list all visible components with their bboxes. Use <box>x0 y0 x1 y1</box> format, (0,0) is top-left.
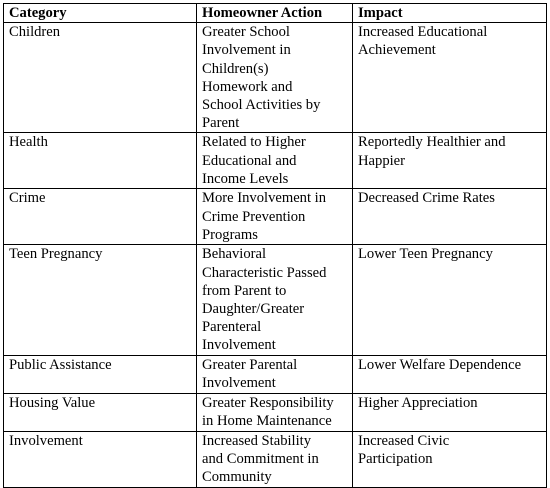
table-row <box>4 189 547 245</box>
impact-cell <box>353 393 547 431</box>
impact-line: Reportedly Healthier and <box>358 134 506 151</box>
impact-line: Participation <box>358 450 433 467</box>
table-row <box>4 245 547 355</box>
homeownership-impact-table <box>3 3 547 488</box>
impact-line: Increased Educational <box>358 24 488 41</box>
impact-cell <box>353 355 547 393</box>
action-line: Involvement in <box>202 42 291 59</box>
category-cell: Crime <box>4 189 197 245</box>
action-cell <box>197 189 353 245</box>
table-row <box>4 355 547 393</box>
action-line: Greater Parental <box>202 356 298 373</box>
action-line: Increased Stability <box>202 432 312 449</box>
impact-line: Decreased Crime Rates <box>358 190 495 207</box>
header-homeowner-action: Homeowner Action <box>197 4 353 23</box>
header-category: Category <box>4 4 197 23</box>
table-row <box>4 133 547 189</box>
action-cell <box>197 355 353 393</box>
table-row <box>4 393 547 431</box>
action-line: Greater School <box>202 24 290 41</box>
category-cell: Health <box>4 133 197 189</box>
action-line: Homework and <box>202 78 293 95</box>
impact-cell <box>353 431 547 487</box>
action-line: Programs <box>202 226 258 243</box>
impact-line: Lower Welfare Dependence <box>358 356 522 373</box>
action-cell <box>197 431 353 487</box>
action-line: Parent <box>202 115 240 132</box>
action-line: Involvement <box>202 374 276 391</box>
impact-line: Lower Teen Pregnancy <box>358 246 493 263</box>
action-line: in Home Maintenance <box>202 412 332 429</box>
action-cell <box>197 23 353 133</box>
action-line: Income Levels <box>202 170 289 187</box>
table-row <box>4 431 547 487</box>
category-cell: Children <box>4 23 197 133</box>
table-row <box>4 23 547 133</box>
action-line: Parenteral <box>202 319 262 336</box>
impact-cell <box>353 189 547 245</box>
action-line: Related to Higher <box>202 134 306 151</box>
action-cell <box>197 245 353 355</box>
category-cell: Public Assistance <box>4 355 197 393</box>
action-line: Involvement <box>202 337 276 354</box>
action-line: and Commitment in <box>202 450 319 467</box>
action-cell <box>197 133 353 189</box>
action-line: Characteristic Passed <box>202 264 327 281</box>
action-line: Daughter/Greater <box>202 301 305 318</box>
impact-cell <box>353 245 547 355</box>
category-cell: Housing Value <box>4 393 197 431</box>
impact-cell <box>353 23 547 133</box>
impact-line: Achievement <box>358 42 436 59</box>
action-line: Community <box>202 469 272 486</box>
header-row <box>4 4 547 23</box>
impact-line: Higher Appreciation <box>358 394 478 411</box>
action-line: Crime Prevention <box>202 208 306 225</box>
action-line: Children(s) <box>202 60 269 77</box>
action-line: School Activities by <box>202 97 321 114</box>
impact-line: Increased Civic <box>358 432 450 449</box>
action-line: More Involvement in <box>202 190 327 207</box>
header-impact: Impact <box>353 4 547 23</box>
impact-cell <box>353 133 547 189</box>
action-line: Greater Responsibility <box>202 394 334 411</box>
impact-line: Happier <box>358 152 406 169</box>
action-line: Behavioral <box>202 246 267 263</box>
action-line: Educational and <box>202 152 297 169</box>
category-cell: Involvement <box>4 431 197 487</box>
action-line: from Parent to <box>202 282 287 299</box>
action-cell <box>197 393 353 431</box>
category-cell: Teen Pregnancy <box>4 245 197 355</box>
